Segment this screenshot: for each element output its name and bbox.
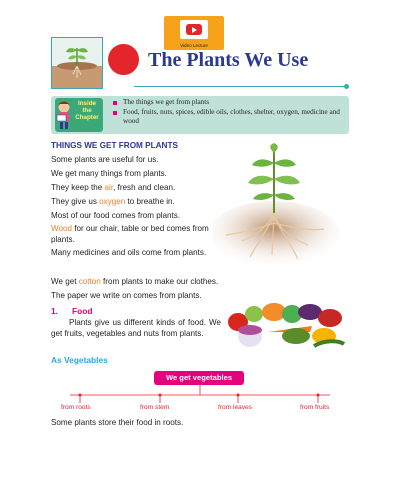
chapter-points [113,98,345,127]
text-line: We get cotton from plants to make our clothes. [51,277,219,286]
chapter-point: The things we get from plants [113,98,345,108]
inside-chapter-label: Inside the Chapter [75,100,99,121]
text-line: Wood for our chair, table or bed comes from plants. [51,224,209,244]
branch-roots: from roots [61,404,91,411]
chapter-point: Food, fruits, nuts, spices, edible oils, clothes, shelter, oxygen, medicine and wood [113,108,345,127]
food-paragraph: Plants give us different kinds of food. We get fruits, vegetables and nuts from plants. [51,318,221,338]
section-heading: THINGS WE GET FROM PLANTS [51,141,178,150]
highlight-air: air [104,183,114,192]
chapter-title: The Plants We Use [148,49,309,71]
title-divider [134,86,344,87]
branch-fruits: from fruits [300,404,330,411]
video-lecture-button[interactable] [164,16,224,50]
vegetables-branch-diagram [70,385,340,405]
text-line: The paper we write on comes from plants. [51,291,202,300]
sapling-thumbnail-image [51,37,103,89]
text-line: Many medicines and oils come from plants. [51,248,207,257]
text-line: They keep the air, fresh and clean. [51,183,176,192]
chapter-number-badge [108,44,139,75]
text-line: Some plants are useful for us. [51,155,159,164]
monitor-icon [180,20,208,39]
inside-chapter-card [55,98,103,132]
section-number: 1. [51,306,58,316]
branch-leaves: from leaves [218,404,253,411]
closing-sentence: Some plants store their food in roots. [51,418,184,427]
highlight-cotton: cotton [78,277,101,286]
plant-with-roots-image [212,143,347,269]
text-line: We get many things from plants. [51,169,167,178]
video-lecture-label: Video Lecture [180,43,208,48]
subsection-heading: As Vegetables [51,355,108,365]
vegetables-badge: We get vegetables [154,371,244,385]
text-line: They give us oxygen to breathe in. [51,197,175,206]
play-icon [186,24,202,35]
highlight-oxygen: oxygen [99,197,126,206]
branch-stem: from stem [140,404,170,411]
text-line: Most of our food comes from plants. [51,211,181,220]
vegetables-image [224,300,348,360]
highlight-wood: Wood [51,224,72,233]
section-title-food: Food [72,306,93,316]
title-divider-dot [344,84,349,89]
